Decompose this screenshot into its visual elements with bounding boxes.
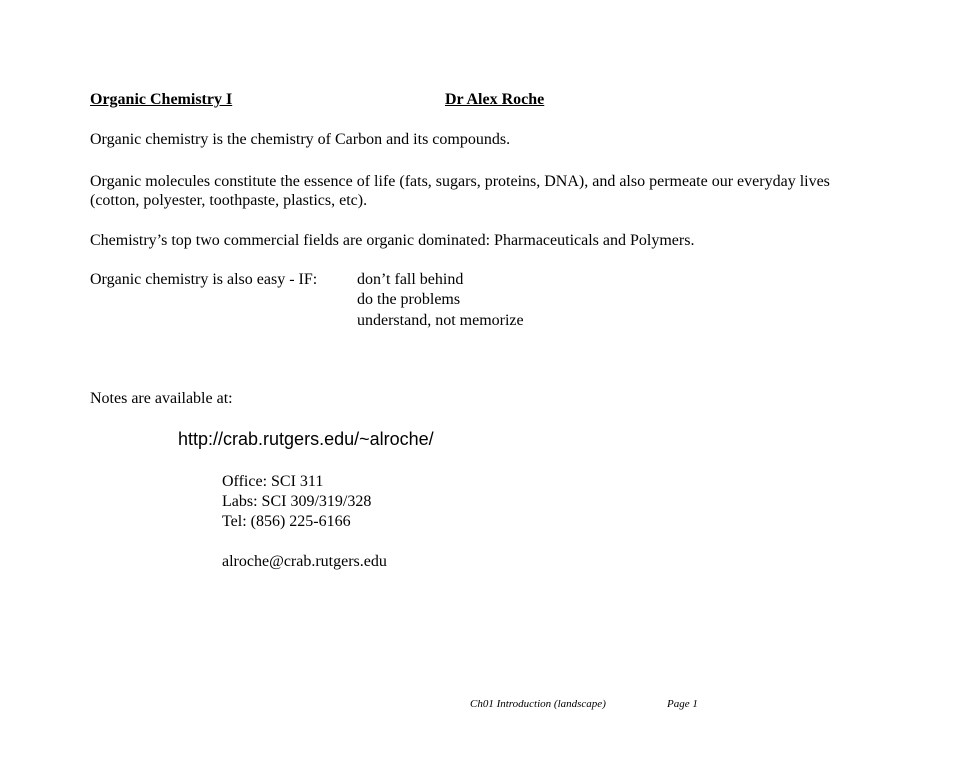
intro-paragraph: Organic chemistry is the chemistry of Carbon and its compounds. xyxy=(90,131,511,148)
notes-label: Notes are available at: xyxy=(90,390,233,407)
email-link[interactable]: alroche@crab.rutgers.edu xyxy=(222,553,387,570)
labs-info: Labs: SCI 309/319/328 xyxy=(222,493,372,510)
molecules-paragraph-line-1: Organic molecules constitute the essence of life (fats, sugars, proteins, DNA), and also permeate our everyday lives xyxy=(90,173,830,190)
footer-chapter: Ch01 Introduction (landscape) xyxy=(470,698,606,710)
office-info: Office: SCI 311 xyxy=(222,473,324,490)
instructor-name: Dr Alex Roche xyxy=(445,91,545,108)
easy-condition-3: understand, not memorize xyxy=(357,312,524,329)
footer-page-number: Page 1 xyxy=(667,698,698,710)
tel-info: Tel: (856) 225-6166 xyxy=(222,513,351,530)
commercial-fields-paragraph: Chemistry’s top two commercial fields are organic dominated: Pharmaceuticals and Polymers. xyxy=(90,232,695,249)
easy-lead-text: Organic chemistry is also easy - IF: xyxy=(90,271,318,288)
notes-url-link[interactable]: http://crab.rutgers.edu/~alroche/ xyxy=(178,429,434,449)
course-title: Organic Chemistry I xyxy=(90,91,233,108)
easy-condition-1: don’t fall behind xyxy=(357,271,464,288)
molecules-paragraph-line-2: (cotton, polyester, toothpaste, plastics, etc). xyxy=(90,192,368,209)
easy-condition-2: do the problems xyxy=(357,291,461,308)
